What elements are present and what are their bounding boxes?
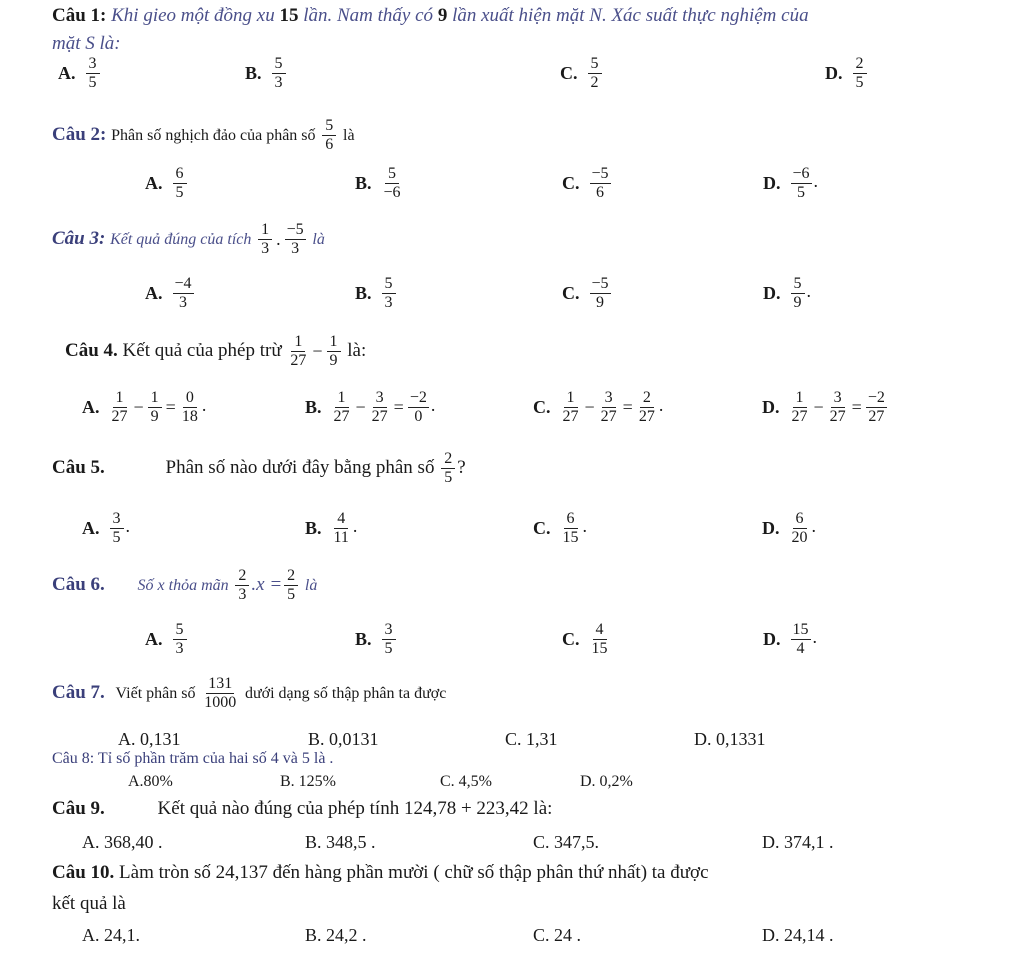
option-label: A. — [145, 629, 163, 649]
fraction: $\frac{-5}{6}$ — [591, 165, 609, 201]
fraction: $\frac{3}{27}$ — [829, 389, 846, 425]
option-label: D. — [763, 283, 781, 303]
fraction: $\frac{4}{15}$ — [591, 621, 608, 657]
option-label: D. — [763, 629, 781, 649]
option-label: B. — [355, 283, 372, 303]
q7-label: Câu 7. — [52, 681, 105, 703]
q3-option-a[interactable] — [145, 276, 196, 311]
q7-option-c[interactable]: C. 1,31 — [505, 729, 558, 749]
q6-tail: là — [304, 576, 318, 594]
q2-tail: là — [343, 126, 355, 144]
fraction: $\frac{3}{27}$ — [371, 389, 388, 425]
q9-option-d[interactable]: D. 374,1 . — [762, 832, 834, 852]
fraction: $\frac{1}{27}$ — [333, 389, 350, 425]
option-label: A. — [58, 63, 76, 83]
option-label: A. — [145, 173, 163, 193]
fraction: $\frac{1}{9}$ — [327, 334, 341, 369]
fraction: $\frac{1}{27}$ — [290, 333, 307, 369]
q1-option-c[interactable] — [560, 56, 604, 91]
q6-option-c[interactable] — [562, 622, 612, 657]
q1-text-d: mặt S là: — [52, 33, 121, 54]
q10-text-2: kết quả là — [52, 893, 126, 914]
fraction: $\frac{1}{27}$ — [562, 389, 579, 425]
q7-option-d[interactable]: D. 0,1331 — [694, 729, 766, 749]
q7-text: Viết phân số — [115, 684, 196, 702]
option-label: D. — [825, 63, 843, 83]
q9-label: Câu 9. — [52, 798, 105, 819]
fraction: $\frac{-2}{0}$ — [409, 389, 427, 425]
q2-text: Phân số nghịch đảo của phân số — [111, 126, 316, 144]
fraction: $\frac{2}{5}$ — [441, 451, 455, 486]
fraction: $\frac{1}{27}$ — [111, 389, 128, 425]
q9-option-b[interactable]: B. 348,5 . — [305, 832, 376, 852]
fraction: $\frac{1}{3}$ — [258, 222, 272, 257]
q9-option-c[interactable]: C. 347,5. — [533, 832, 600, 852]
q1-label: Câu 1: — [52, 5, 107, 26]
q5-option-b[interactable]: B. $\frac{4}{11}$ . — [305, 510, 358, 546]
q1-text-c: lần xuất hiện mặt N. Xác suất thực nghiệm của — [452, 5, 809, 26]
q10-question — [52, 862, 709, 884]
q7-option-a[interactable]: A. 0,131 — [118, 729, 181, 749]
q5-option-c[interactable]: C. $\frac{6}{15}$ . — [533, 510, 587, 546]
q4-label: Câu 4. — [65, 339, 118, 361]
q2-question — [52, 118, 355, 153]
q6-text: Số x thỏa mãn — [137, 576, 229, 594]
q5-text: Phân số nào dưới đây bằng phân số — [165, 456, 435, 478]
fraction: $\frac{2}{5}$ — [284, 568, 298, 603]
q7-question — [52, 676, 446, 711]
option-label: B. — [355, 173, 372, 193]
q4-option-d[interactable]: D. $\frac{1}{27}$ − $\frac{3}{27}$ = $\frac{-2}{27}$ — [762, 389, 885, 425]
option-label: C. — [562, 283, 580, 303]
q2-option-a[interactable] — [145, 166, 189, 201]
q10-text: Làm tròn số 24,137 đến hàng phần mười ( chữ số thập phân thứ nhất) ta được — [119, 862, 709, 883]
q2-option-b[interactable] — [355, 166, 405, 201]
q4-question: Câu 4. Kết quả của phép trừ $\frac{1}{27}$ − $\frac{1}{9}$ là: — [65, 333, 367, 369]
q4-option-a[interactable]: A. $\frac{1}{27}$ − $\frac{1}{9}$ = $\frac{0}{18}$ . — [82, 389, 207, 425]
q4-option-b[interactable]: B. $\frac{1}{27}$ − $\frac{3}{27}$ = $\frac{-2}{0}$ . — [305, 389, 436, 425]
q6-option-d[interactable]: D. $\frac{15}{4}$ . — [763, 621, 817, 657]
q6-label: Câu 6. — [52, 573, 105, 595]
fraction: $\frac{3}{5}$ — [86, 56, 100, 91]
fraction: $\frac{5}{3}$ — [382, 276, 396, 311]
q4-option-c[interactable]: C. $\frac{1}{27}$ − $\frac{3}{27}$ = $\frac{2}{27}$ . — [533, 389, 664, 425]
q9-question — [52, 798, 552, 820]
option-label: B. — [305, 397, 322, 417]
q8-question: Câu 8: Tỉ số phần trăm của hai số 4 và 5 là . — [52, 750, 334, 767]
fraction: $\frac{6}{15}$ — [562, 510, 579, 546]
q5-question — [52, 451, 466, 486]
fraction: $\frac{2}{3}$ — [235, 568, 249, 603]
q1-text-a: Khi gieo một đồng xu — [111, 5, 275, 26]
q5-label: Câu 5. — [52, 456, 105, 478]
option-label: C. — [560, 63, 578, 83]
fraction: $\frac{6}{5}$ — [173, 166, 187, 201]
fraction: $\frac{5}{-6}$ — [383, 165, 401, 201]
q1-option-a[interactable] — [58, 56, 102, 91]
q3-text: Kết quả đúng của tích — [110, 230, 252, 248]
q5-option-a[interactable]: A. $\frac{3}{5}$ . — [82, 510, 130, 546]
q5-tail: ? — [457, 456, 466, 478]
q7-tail: dưới dạng số thập phân ta được — [244, 684, 447, 702]
q9-text: Kết quả nào đúng của phép tính — [157, 798, 400, 819]
q8-option-a[interactable]: A.80% — [128, 773, 173, 790]
fraction: $\frac{1}{9}$ — [148, 390, 162, 425]
q6-option-a[interactable] — [145, 622, 189, 657]
q2-label: Câu 2: — [52, 123, 107, 145]
option-label: C. — [533, 397, 551, 417]
q9-option-a[interactable]: A. 368,40 . — [82, 832, 163, 852]
fraction: $\frac{2}{27}$ — [638, 389, 655, 425]
option-label: C. — [562, 173, 580, 193]
option-label: D. — [763, 173, 781, 193]
fraction: $\frac{15}{4}$ — [792, 621, 809, 657]
q10-option-d[interactable]: D. 24,14 . — [762, 925, 834, 945]
q5-option-d[interactable]: D. $\frac{6}{20}$ . — [762, 510, 816, 546]
q1-n: 15 — [279, 5, 299, 26]
fraction: $\frac{131}{1000}$ — [204, 675, 237, 711]
fraction: $\frac{3}{5}$ — [382, 622, 396, 657]
q6-question — [52, 568, 317, 603]
q1-m: 9 — [437, 5, 448, 26]
fraction: $\frac{5}{6}$ — [322, 118, 336, 153]
q1-option-d[interactable] — [825, 56, 869, 91]
fraction: $\frac{5}{3}$ — [173, 622, 187, 657]
option-label: D. — [762, 397, 780, 417]
q9-tail: là: — [533, 798, 553, 819]
q3-option-c[interactable] — [562, 276, 613, 311]
q6-option-b[interactable] — [355, 622, 398, 657]
q6-mid: .x = — [251, 573, 283, 595]
fraction: $\frac{1}{27}$ — [791, 389, 808, 425]
q10-option-a[interactable]: A. 24,1. — [82, 925, 140, 945]
fraction: $\frac{3}{27}$ — [600, 389, 617, 425]
fraction: $\frac{6}{20}$ — [791, 510, 808, 546]
q4-text: Kết quả của phép trừ — [122, 339, 282, 361]
q3-question: Câu 3: Kết quả đúng của tích $\frac{1}{3}$ . $\frac{-5}{3}$ là — [52, 221, 325, 257]
q8-option-c[interactable]: C. 4,5% — [440, 773, 492, 790]
fraction: $\frac{5}{2}$ — [588, 56, 602, 91]
fraction: $\frac{-6}{5}$ — [792, 165, 810, 201]
q8-option-b[interactable]: B. 125% — [280, 773, 336, 790]
option-label: B. — [305, 518, 322, 538]
option-label: A. — [145, 283, 163, 303]
fraction: $\frac{0}{18}$ — [181, 389, 198, 425]
option-label: C. — [533, 518, 551, 538]
fraction: $\frac{-4}{3}$ — [174, 275, 192, 311]
q2-option-d[interactable]: D. $\frac{-6}{5}$ . — [763, 165, 819, 201]
q9-expr: 124,78 + 223,42 — [403, 798, 529, 819]
q1-text-b: lần. Nam thấy có — [303, 5, 434, 26]
fraction: $\frac{-2}{27}$ — [867, 389, 885, 425]
option-label: A. — [82, 518, 100, 538]
option-label: D. — [762, 518, 780, 538]
fraction: $\frac{4}{11}$ — [333, 510, 349, 546]
fraction: $\frac{-5}{9}$ — [591, 275, 609, 311]
q1-option-b[interactable] — [245, 56, 288, 91]
q3-option-d[interactable]: D. $\frac{5}{9}$ . — [763, 275, 811, 311]
q1-line1 — [52, 5, 809, 27]
q10-label: Câu 10. — [52, 862, 115, 883]
option-label: C. — [562, 629, 580, 649]
option-label: A. — [82, 397, 100, 417]
fraction: $\frac{2}{5}$ — [853, 56, 867, 91]
q10-option-b[interactable]: B. 24,2 . — [305, 925, 367, 945]
q4-tail: là: — [347, 339, 367, 361]
fraction: $\frac{-5}{3}$ — [286, 221, 304, 257]
q8-option-d[interactable]: D. 0,2% — [580, 773, 633, 790]
q3-option-b[interactable] — [355, 276, 398, 311]
q7-option-b[interactable]: B. 0,0131 — [308, 729, 379, 749]
q3-label: Câu 3: — [52, 227, 106, 249]
fraction: $\frac{5}{9}$ — [791, 276, 805, 311]
fraction: $\frac{5}{3}$ — [272, 56, 286, 91]
fraction: $\frac{3}{5}$ — [110, 511, 124, 546]
q2-option-c[interactable] — [562, 166, 613, 201]
q10-option-c[interactable]: C. 24 . — [533, 925, 582, 945]
option-label: B. — [355, 629, 372, 649]
q3-tail: là — [312, 230, 325, 248]
option-label: B. — [245, 63, 262, 83]
